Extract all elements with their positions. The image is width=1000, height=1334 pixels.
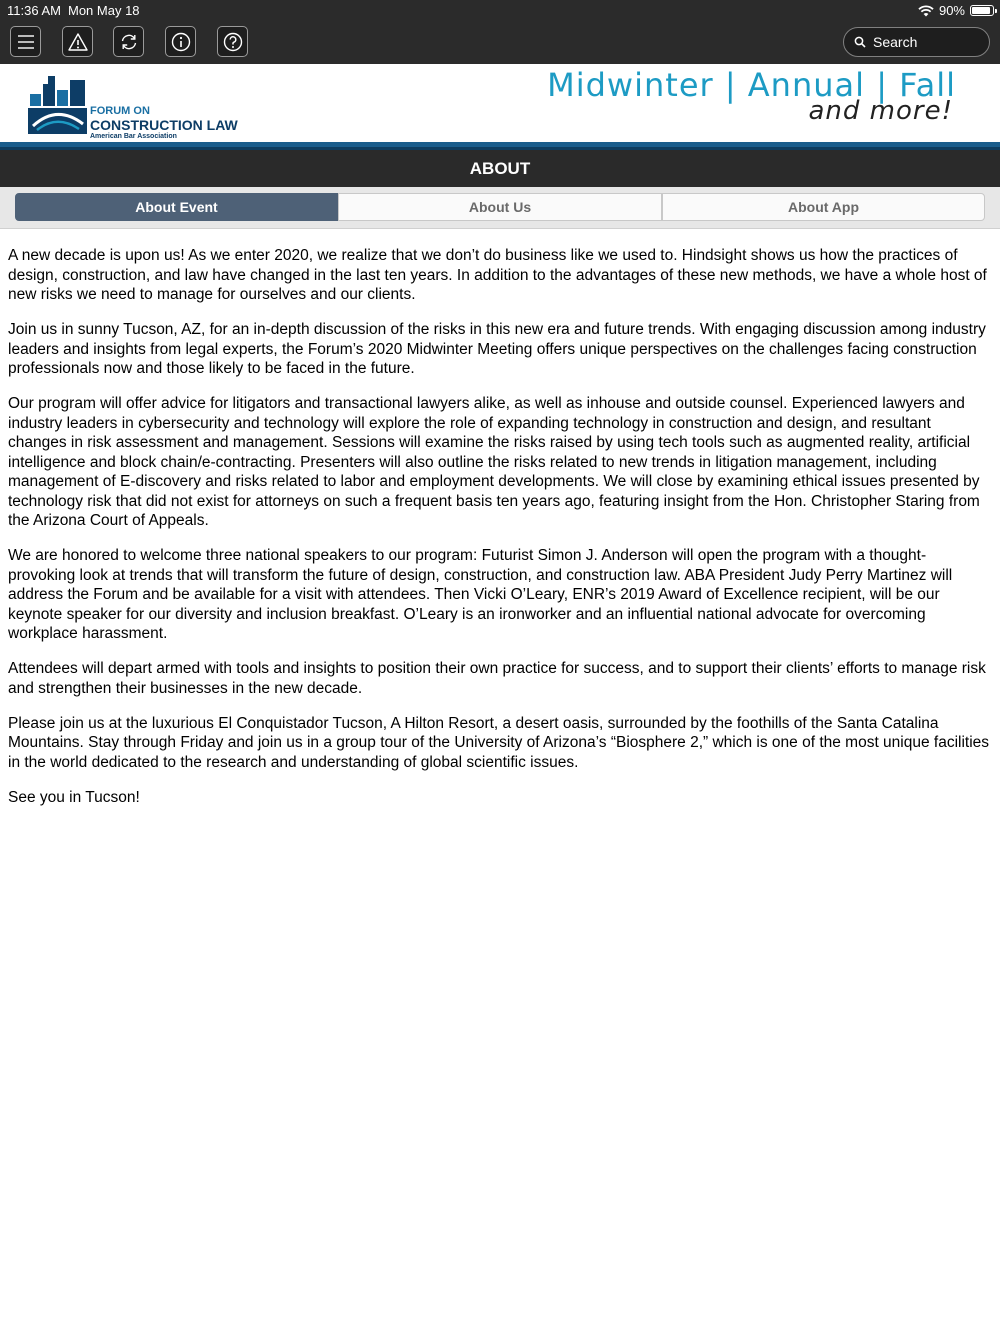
search-placeholder: Search [873, 34, 918, 50]
status-bar [0, 0, 1000, 20]
status-date: Mon May 18 [68, 3, 140, 18]
banner-tagline: Midwinter | Annual | Fall [547, 66, 956, 104]
status-time: 11:36 AM [7, 3, 61, 18]
help-icon [223, 32, 243, 52]
logo-line1: FORUM ON [90, 105, 150, 117]
content-paragraph: We are honored to welcome three national speakers to our program: Futurist Simon J. Anderson will open the program with a thought-provoking look at trends that will transform the future of design, construction, and construction law. ABA President Judy Perry Martinez will address the Forum and be available for a visit with attendees. Then Vicki O’Leary, ENR’s 2019 Award of Excellence recipient, will be our keynote speaker for our diversity and inclusion breakfast. O’Leary is an ironworker and an influential national advocate for overcoming workplace harassment. [8, 547, 953, 642]
content-paragraph: Attendees will depart armed with tools and insights to position their own practice for success, and to support their clients’ efforts to manage risk and strengthen their businesses in the new decade. [8, 660, 986, 697]
tab-about-us[interactable]: About Us [338, 193, 662, 221]
about-event-content [8, 246, 992, 823]
menu-button[interactable] [10, 26, 41, 57]
content-paragraph: A new decade is upon us! As we enter 2020, we realize that we don’t do business like we used to. Hindsight shows us how the practices of design, construction, and law have changed in the last ten years. In addition to the advantages of these new methods, we have a whole host of new risks we need to manage for ourselves and our clients. [8, 247, 987, 303]
tab-about-app[interactable]: About App [662, 193, 985, 221]
sync-icon [119, 32, 139, 52]
content-paragraph: See you in Tucson! [8, 788, 140, 806]
banner-subtagline: and more! [808, 96, 953, 126]
tab-about-event[interactable]: About Event [15, 193, 338, 221]
battery-percent: 90% [938, 3, 965, 18]
content-paragraph: Our program will offer advice for litigators and transactional lawyers alike, as well as inhouse and outside counsel. Experienced lawyers and industry leaders in cybersecurity and technology will explore the role of expanding technology in construction and design, and resultant changes in risk assessment and management. Sessions will examine the risks raised by using tech tools such as augmented reality, artificial intelligence and block chain/e-contracting. Presenters will also outline the risks related to new trends in litigation management, including management of E-discovery and risks related to labor and employment developments. We will close by examining ethical issues presented by technology risk that did not exist for attorneys on such a frequent basis ten years ago, featuring insight from the Hon. Christopher Staring from the Arizona Court of Appeals. [8, 395, 980, 529]
content-paragraph: Please join us at the luxurious El Conquistador Tucson, A Hilton Resort, a desert oasis, surrounded by the foothills of the Santa Catalina Mountains. Stay through Friday and join us in a group tour of the University of Arizona’s “Biosphere 2,” which is one of the most unique facilities in the world dedicated to the research and understanding of global scientific issues. [8, 714, 990, 771]
help-button[interactable] [217, 26, 248, 57]
logo-line2: CONSTRUCTION LAW [90, 117, 238, 133]
forum-logo [27, 74, 89, 136]
info-button[interactable] [165, 26, 196, 57]
content-paragraph: Join us in sunny Tucson, AZ, for an in-depth discussion of the risks in this new era and future trends. With engaging discussion among industry leaders and insights from legal experts, the Forum’s 2020 Midwinter Meeting offers unique perspectives on the challenges facing construction professionals now and those likely to be faced in the future. [8, 321, 986, 377]
page-title: ABOUT [0, 150, 1000, 187]
alerts-button[interactable] [62, 26, 93, 57]
tab-bar [0, 187, 1000, 229]
logo-wordmark [90, 106, 238, 140]
toolbar [0, 20, 1000, 64]
info-icon [171, 32, 191, 52]
search-icon [854, 36, 866, 48]
alert-icon [68, 32, 88, 52]
battery-icon [970, 5, 994, 16]
sync-button[interactable] [113, 26, 144, 57]
search-input[interactable] [843, 27, 990, 57]
menu-icon [16, 32, 36, 52]
event-banner [0, 64, 1000, 143]
logo-line3: American Bar Association [90, 133, 177, 140]
status-right [918, 3, 994, 18]
wifi-icon [918, 5, 934, 17]
